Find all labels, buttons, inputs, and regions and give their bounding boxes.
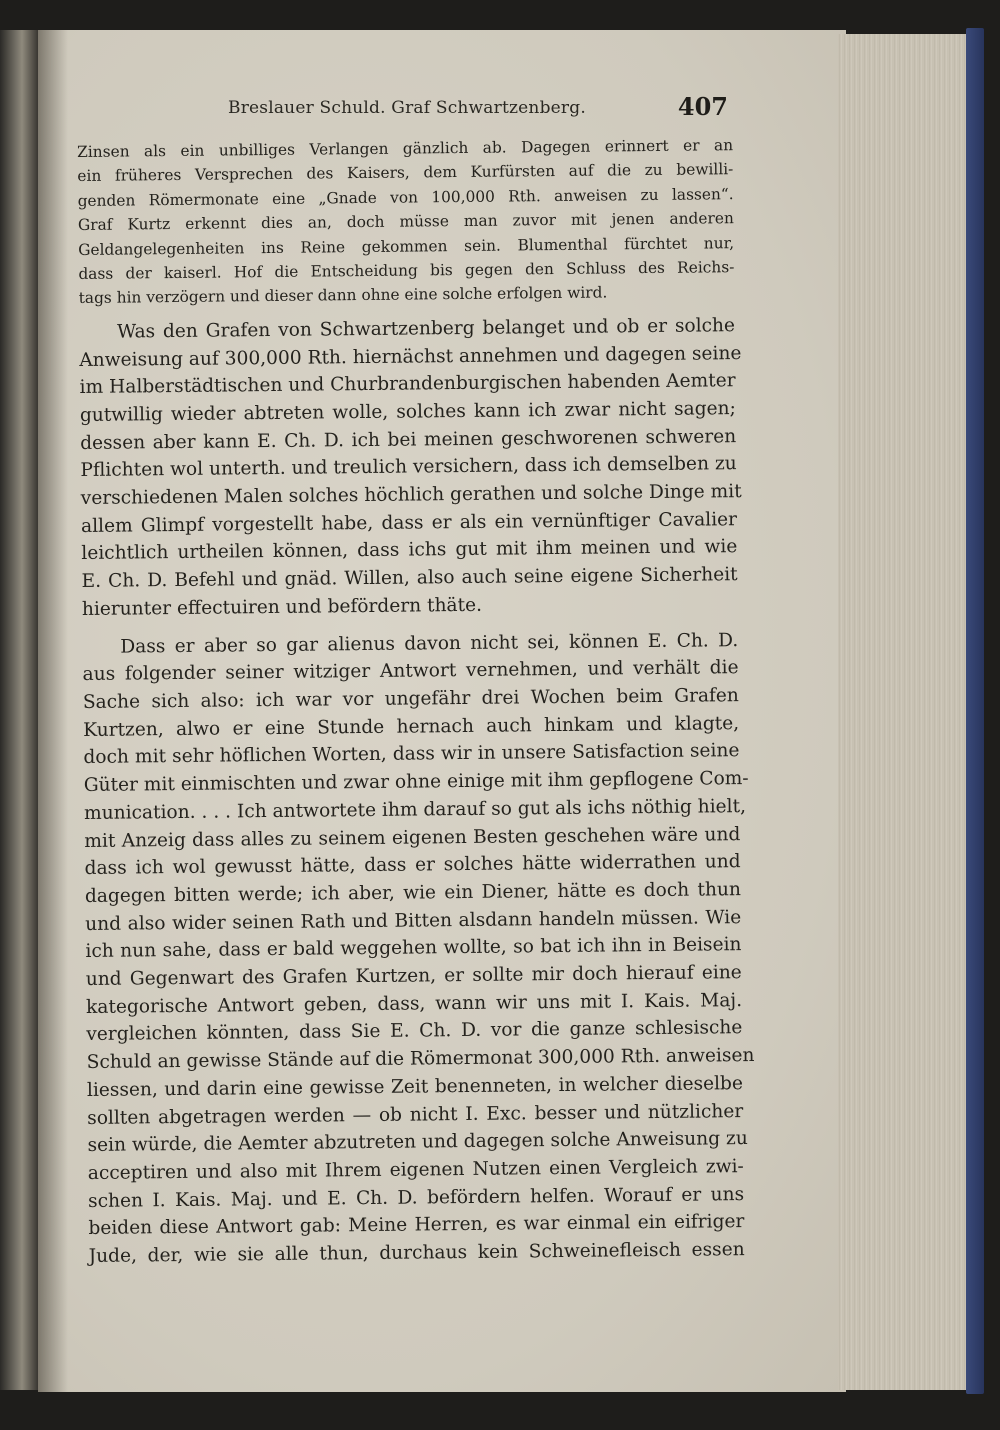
text-line: schen I. Kais. Maj. und E. Ch. D. befördern helfen. Worauf er uns <box>88 1183 745 1212</box>
text-line: Kurtzen, alwo er eine Stunde hernach auch hinkam und klagte, <box>83 712 740 741</box>
page-stack-edge <box>838 34 970 1390</box>
text-line: vergleichen könnten, dass Sie E. Ch. D. vor die ganze schlesische <box>86 1017 743 1046</box>
page-body <box>77 133 755 1271</box>
page-number: 407 <box>677 92 728 121</box>
text-line: tags hin verzögern und dieser dann ohne eine solche erfolgen wird. <box>78 283 608 308</box>
text-line: Güter mit einmischten und zwar ohne einige mit ihm gepflogene Com- <box>83 768 749 797</box>
text-line: verschiedenen Malen solches höchlich gerathen und solche Dinge mit <box>80 481 742 510</box>
text-line: dass ich wol gewusst hätte, dass er solches hätte widerrathen und <box>84 851 741 880</box>
text-line: allem Glimpf vorgestellt habe, dass er als ein vernünftiger Cavalier <box>80 508 738 537</box>
text-line: dass der kaiserl. Hof die Entscheidung bis gegen den Schluss des Reichs- <box>78 258 735 284</box>
paragraph-footnote-continuation <box>77 133 735 311</box>
page-header <box>228 92 728 122</box>
text-line: gutwillig wieder abtreten wolle, solches kann ich zwar nicht sagen; <box>79 398 736 426</box>
text-line: ich nun sahe, dass er bald weggehen wollte, so bat ich ihn in Beisein <box>85 934 742 963</box>
text-line: doch mit sehr höflichen Worten, dass wir in unsere Satisfaction seine <box>83 740 740 769</box>
text-line: Sache sich also: ich war vor ungefähr drei Wochen beim Grafen <box>82 685 739 713</box>
text-line: E. Ch. D. Befehl und gnäd. Willen, also auch seine eigene Sicherheit <box>81 564 738 593</box>
text-line: und Gegenwart des Grafen Kurtzen, er sollte mir doch hierauf eine <box>85 962 742 990</box>
text-line: hierunter effectuiren und befördern thäte. <box>81 594 483 620</box>
paragraph-antwort <box>82 627 755 1271</box>
text-line: munication. . . . Ich antwortete ihm darauf so gut als ichs nöthig hielt, <box>83 795 747 824</box>
text-line: acceptiren und also mit Ihrem eigenen Nutzen einen Vergleich zwi- <box>87 1156 744 1184</box>
text-line: leichtlich urtheilen können, dass ichs gut mit ihm meinen und wie <box>81 536 738 565</box>
text-line: Dass er aber so gar alienus davon nicht sei, können E. Ch. D. <box>120 629 739 658</box>
text-line: im Halberstädtischen und Churbrandenburgischen habenden Aemter <box>79 370 736 399</box>
text-line: Pflichten wol unterth. und treulich versichern, dass ich demselben zu <box>80 453 737 482</box>
text-line: Anweisung auf 300,000 Rth. hiernächst annehmen und dagegen seine <box>79 342 742 371</box>
text-line: beiden diese Antwort gab: Meine Herren, es war einmal ein eifriger <box>88 1211 745 1240</box>
text-line: liessen, und darin eine gewisse Zeit benenneten, in welcher dieselbe <box>86 1072 744 1101</box>
text-line: Graf Kurtz erkennt dies an, doch müsse man zuvor mit jenen anderen <box>77 209 734 235</box>
text-line: aus folgender seiner witziger Antwort vernehmen, und verhält die <box>82 657 739 686</box>
text-line: genden Römermonate eine „Gnade von 100,000 Rth. anweisen zu lassen“. <box>77 184 734 210</box>
text-line: kategorische Antwort geben, dass, wann wir uns mit I. Kais. Maj. <box>85 989 743 1018</box>
text-line: sollten abgetragen werden — ob nicht I. Exc. besser und nützlicher <box>87 1100 744 1129</box>
text-line: Was den Grafen von Schwartzenberg belanget und ob er solche <box>116 314 736 343</box>
gutter-shadow <box>38 30 68 1392</box>
text-line: sein würde, die Aemter abzutreten und dagegen solche Anweisung zu <box>87 1128 748 1157</box>
text-line: Schuld an gewisse Stände auf die Römermonat 300,000 Rth. anweisen <box>86 1045 755 1074</box>
text-line: mit Anzeig dass alles zu seinem eigenen Besten geschehen wäre und <box>84 823 741 852</box>
text-line: ein früheres Versprechen des Kaisers, dem Kurfürsten auf die zu bewilli- <box>77 160 734 186</box>
book-cover-edge <box>966 28 984 1394</box>
running-head: Breslauer Schuld. Graf Schwartzenberg. <box>228 98 586 118</box>
text-line: Zinsen als ein unbilliges Verlangen gänzlich ab. Dagegen erinnert er an <box>77 136 734 161</box>
text-line: und also wider seinen Rath und Bitten alsdann handeln müssen. Wie <box>85 906 742 935</box>
text-line: Jude, der, wie sie alle thun, durchaus kein Schweinefleisch essen <box>88 1239 745 1267</box>
text-line: dessen aber kann E. Ch. D. ich bei meinen geschworenen schweren <box>80 425 737 454</box>
facing-page-edge <box>0 30 40 1390</box>
paragraph-schwartzenberg <box>79 312 742 624</box>
text-line: dagegen bitten werde; ich aber, wie ein Diener, hätte es doch thun <box>84 878 741 907</box>
text-line: Geldangelegenheiten ins Reine gekommen sein. Blumenthal fürchtet nur, <box>78 233 735 259</box>
